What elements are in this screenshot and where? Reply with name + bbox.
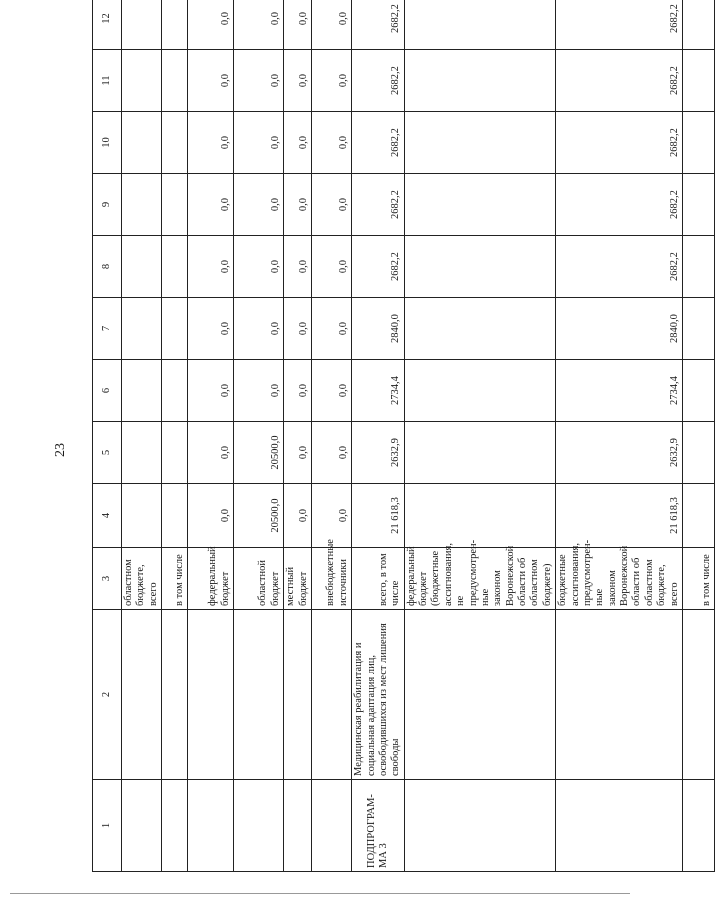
value-cell [162, 298, 188, 360]
source-cell: внебюджетные источники [312, 548, 352, 610]
source-cell: областной бюджет [234, 548, 284, 610]
value-cell: 2682,2 [556, 174, 683, 236]
section-cell [556, 780, 683, 872]
value-cell [404, 50, 556, 112]
source-cell: в том числе [682, 548, 714, 610]
section-cell [284, 780, 312, 872]
name-cell: Медицинская реабилитация и социальная адаптация лиц, освободившихся из мест лишения свободы [352, 610, 405, 780]
value-cell: 2682,2 [352, 112, 405, 174]
value-cell: 0,0 [312, 360, 352, 422]
value-cell [122, 484, 162, 548]
source-cell: в том числе [162, 548, 188, 610]
value-cell [122, 0, 162, 50]
name-cell [122, 610, 162, 780]
value-cell [404, 174, 556, 236]
value-cell [162, 484, 188, 548]
source-cell: местный бюджет [284, 548, 312, 610]
value-cell [404, 236, 556, 298]
value-cell: 0,0 [312, 174, 352, 236]
value-cell [162, 360, 188, 422]
table-row [234, 0, 284, 872]
value-cell: 0,0 [284, 360, 312, 422]
source-cell: федеральный бюджет (бюджетные ассигнования, не предусмотрен-ные законом Воронежской области об областном бюджете) [404, 548, 556, 610]
value-cell: 20500,0 [234, 484, 284, 548]
header-cell: 1 [93, 780, 122, 872]
value-cell: 2734,4 [352, 360, 405, 422]
header-cell: 9 [93, 174, 122, 236]
header-cell: 7 [93, 298, 122, 360]
value-cell: 2682,2 [556, 50, 683, 112]
budget-table [92, 0, 715, 872]
value-cell: 0,0 [234, 174, 284, 236]
value-cell: 0,0 [284, 112, 312, 174]
value-cell: 21 618,3 [352, 484, 405, 548]
value-cell: 0,0 [312, 484, 352, 548]
value-cell: 0,0 [188, 0, 234, 50]
value-cell [682, 0, 714, 50]
name-cell [162, 610, 188, 780]
value-cell: 0,0 [284, 174, 312, 236]
value-cell: 0,0 [188, 298, 234, 360]
value-cell [404, 422, 556, 484]
value-cell: 0,0 [312, 112, 352, 174]
value-cell [682, 422, 714, 484]
page-number: 23 [53, 443, 68, 457]
table-row [404, 0, 556, 872]
value-cell: 20500,0 [234, 422, 284, 484]
header-cell: 12 [93, 0, 122, 50]
value-cell: 0,0 [312, 50, 352, 112]
value-cell [682, 484, 714, 548]
table-row [352, 0, 405, 872]
value-cell [162, 422, 188, 484]
value-cell: 0,0 [234, 298, 284, 360]
value-cell [682, 50, 714, 112]
header-cell: 3 [93, 548, 122, 610]
value-cell: 0,0 [188, 422, 234, 484]
header-cell: 8 [93, 236, 122, 298]
source-cell: бюджетные ассигнования, предусмотрен-ные законом Воронежской области об областном бюджете, всего [556, 548, 683, 610]
value-cell: 0,0 [188, 360, 234, 422]
name-cell [682, 610, 714, 780]
value-cell: 0,0 [234, 50, 284, 112]
header-cell: 5 [93, 422, 122, 484]
header-cell: 4 [93, 484, 122, 548]
value-cell [682, 360, 714, 422]
value-cell: 2682,2 [352, 174, 405, 236]
value-cell: 0,0 [284, 50, 312, 112]
value-cell [682, 298, 714, 360]
name-cell [284, 610, 312, 780]
value-cell [404, 0, 556, 50]
value-cell: 0,0 [284, 0, 312, 50]
value-cell [162, 174, 188, 236]
section-cell [122, 780, 162, 872]
value-cell: 0,0 [284, 422, 312, 484]
header-cell: 10 [93, 112, 122, 174]
value-cell [162, 112, 188, 174]
value-cell: 0,0 [188, 236, 234, 298]
value-cell [122, 422, 162, 484]
value-cell [682, 174, 714, 236]
name-cell [312, 610, 352, 780]
value-cell: 21 618,3 [556, 484, 683, 548]
value-cell [122, 360, 162, 422]
table-row [162, 0, 188, 872]
value-cell: 2682,2 [352, 236, 405, 298]
header-row [93, 0, 122, 872]
section-cell: ПОДПРОГРАМ-МА 3 [352, 780, 405, 872]
value-cell: 0,0 [188, 484, 234, 548]
value-cell: 2682,2 [556, 236, 683, 298]
value-cell: 0,0 [234, 360, 284, 422]
value-cell [404, 360, 556, 422]
value-cell: 0,0 [312, 422, 352, 484]
table-row [188, 0, 234, 872]
value-cell: 2682,2 [352, 50, 405, 112]
value-cell [682, 112, 714, 174]
header-cell: 6 [93, 360, 122, 422]
table-row [312, 0, 352, 872]
value-cell [682, 236, 714, 298]
section-cell [682, 780, 714, 872]
value-cell: 2840,0 [352, 298, 405, 360]
table-row [284, 0, 312, 872]
value-cell: 0,0 [234, 112, 284, 174]
section-cell [188, 780, 234, 872]
value-cell [404, 484, 556, 548]
name-cell [234, 610, 284, 780]
name-cell [188, 610, 234, 780]
name-cell [556, 610, 683, 780]
value-cell [122, 112, 162, 174]
value-cell: 0,0 [188, 112, 234, 174]
value-cell: 0,0 [234, 236, 284, 298]
value-cell [404, 298, 556, 360]
value-cell: 0,0 [284, 484, 312, 548]
value-cell [404, 112, 556, 174]
table-row [122, 0, 162, 872]
value-cell: 0,0 [284, 236, 312, 298]
source-cell: федеральный бюджет [188, 548, 234, 610]
section-cell [162, 780, 188, 872]
value-cell: 0,0 [234, 0, 284, 50]
value-cell: 2682,2 [556, 112, 683, 174]
value-cell [122, 298, 162, 360]
header-cell: 11 [93, 50, 122, 112]
value-cell [122, 236, 162, 298]
value-cell: 2840,0 [556, 298, 683, 360]
section-cell [234, 780, 284, 872]
source-cell: всего, в том числе [352, 548, 405, 610]
value-cell: 2632,9 [352, 422, 405, 484]
value-cell: 0,0 [312, 236, 352, 298]
source-cell: областном бюджете, всего [122, 548, 162, 610]
rotated-table-wrapper [92, 4, 712, 872]
value-cell [122, 50, 162, 112]
value-cell: 0,0 [188, 174, 234, 236]
value-cell: 2682,2 [352, 0, 405, 50]
value-cell: 2734,4 [556, 360, 683, 422]
value-cell: 0,0 [312, 0, 352, 50]
value-cell [162, 0, 188, 50]
table-row [556, 0, 683, 872]
page-bottom-rule [10, 893, 630, 894]
section-cell [312, 780, 352, 872]
value-cell [162, 236, 188, 298]
value-cell: 2682,2 [556, 0, 683, 50]
section-cell [404, 780, 556, 872]
value-cell [162, 50, 188, 112]
value-cell: 0,0 [188, 50, 234, 112]
value-cell: 0,0 [284, 298, 312, 360]
value-cell: 2632,9 [556, 422, 683, 484]
name-cell [404, 610, 556, 780]
value-cell [122, 174, 162, 236]
header-cell: 2 [93, 610, 122, 780]
value-cell: 0,0 [312, 298, 352, 360]
table-row [682, 0, 714, 872]
